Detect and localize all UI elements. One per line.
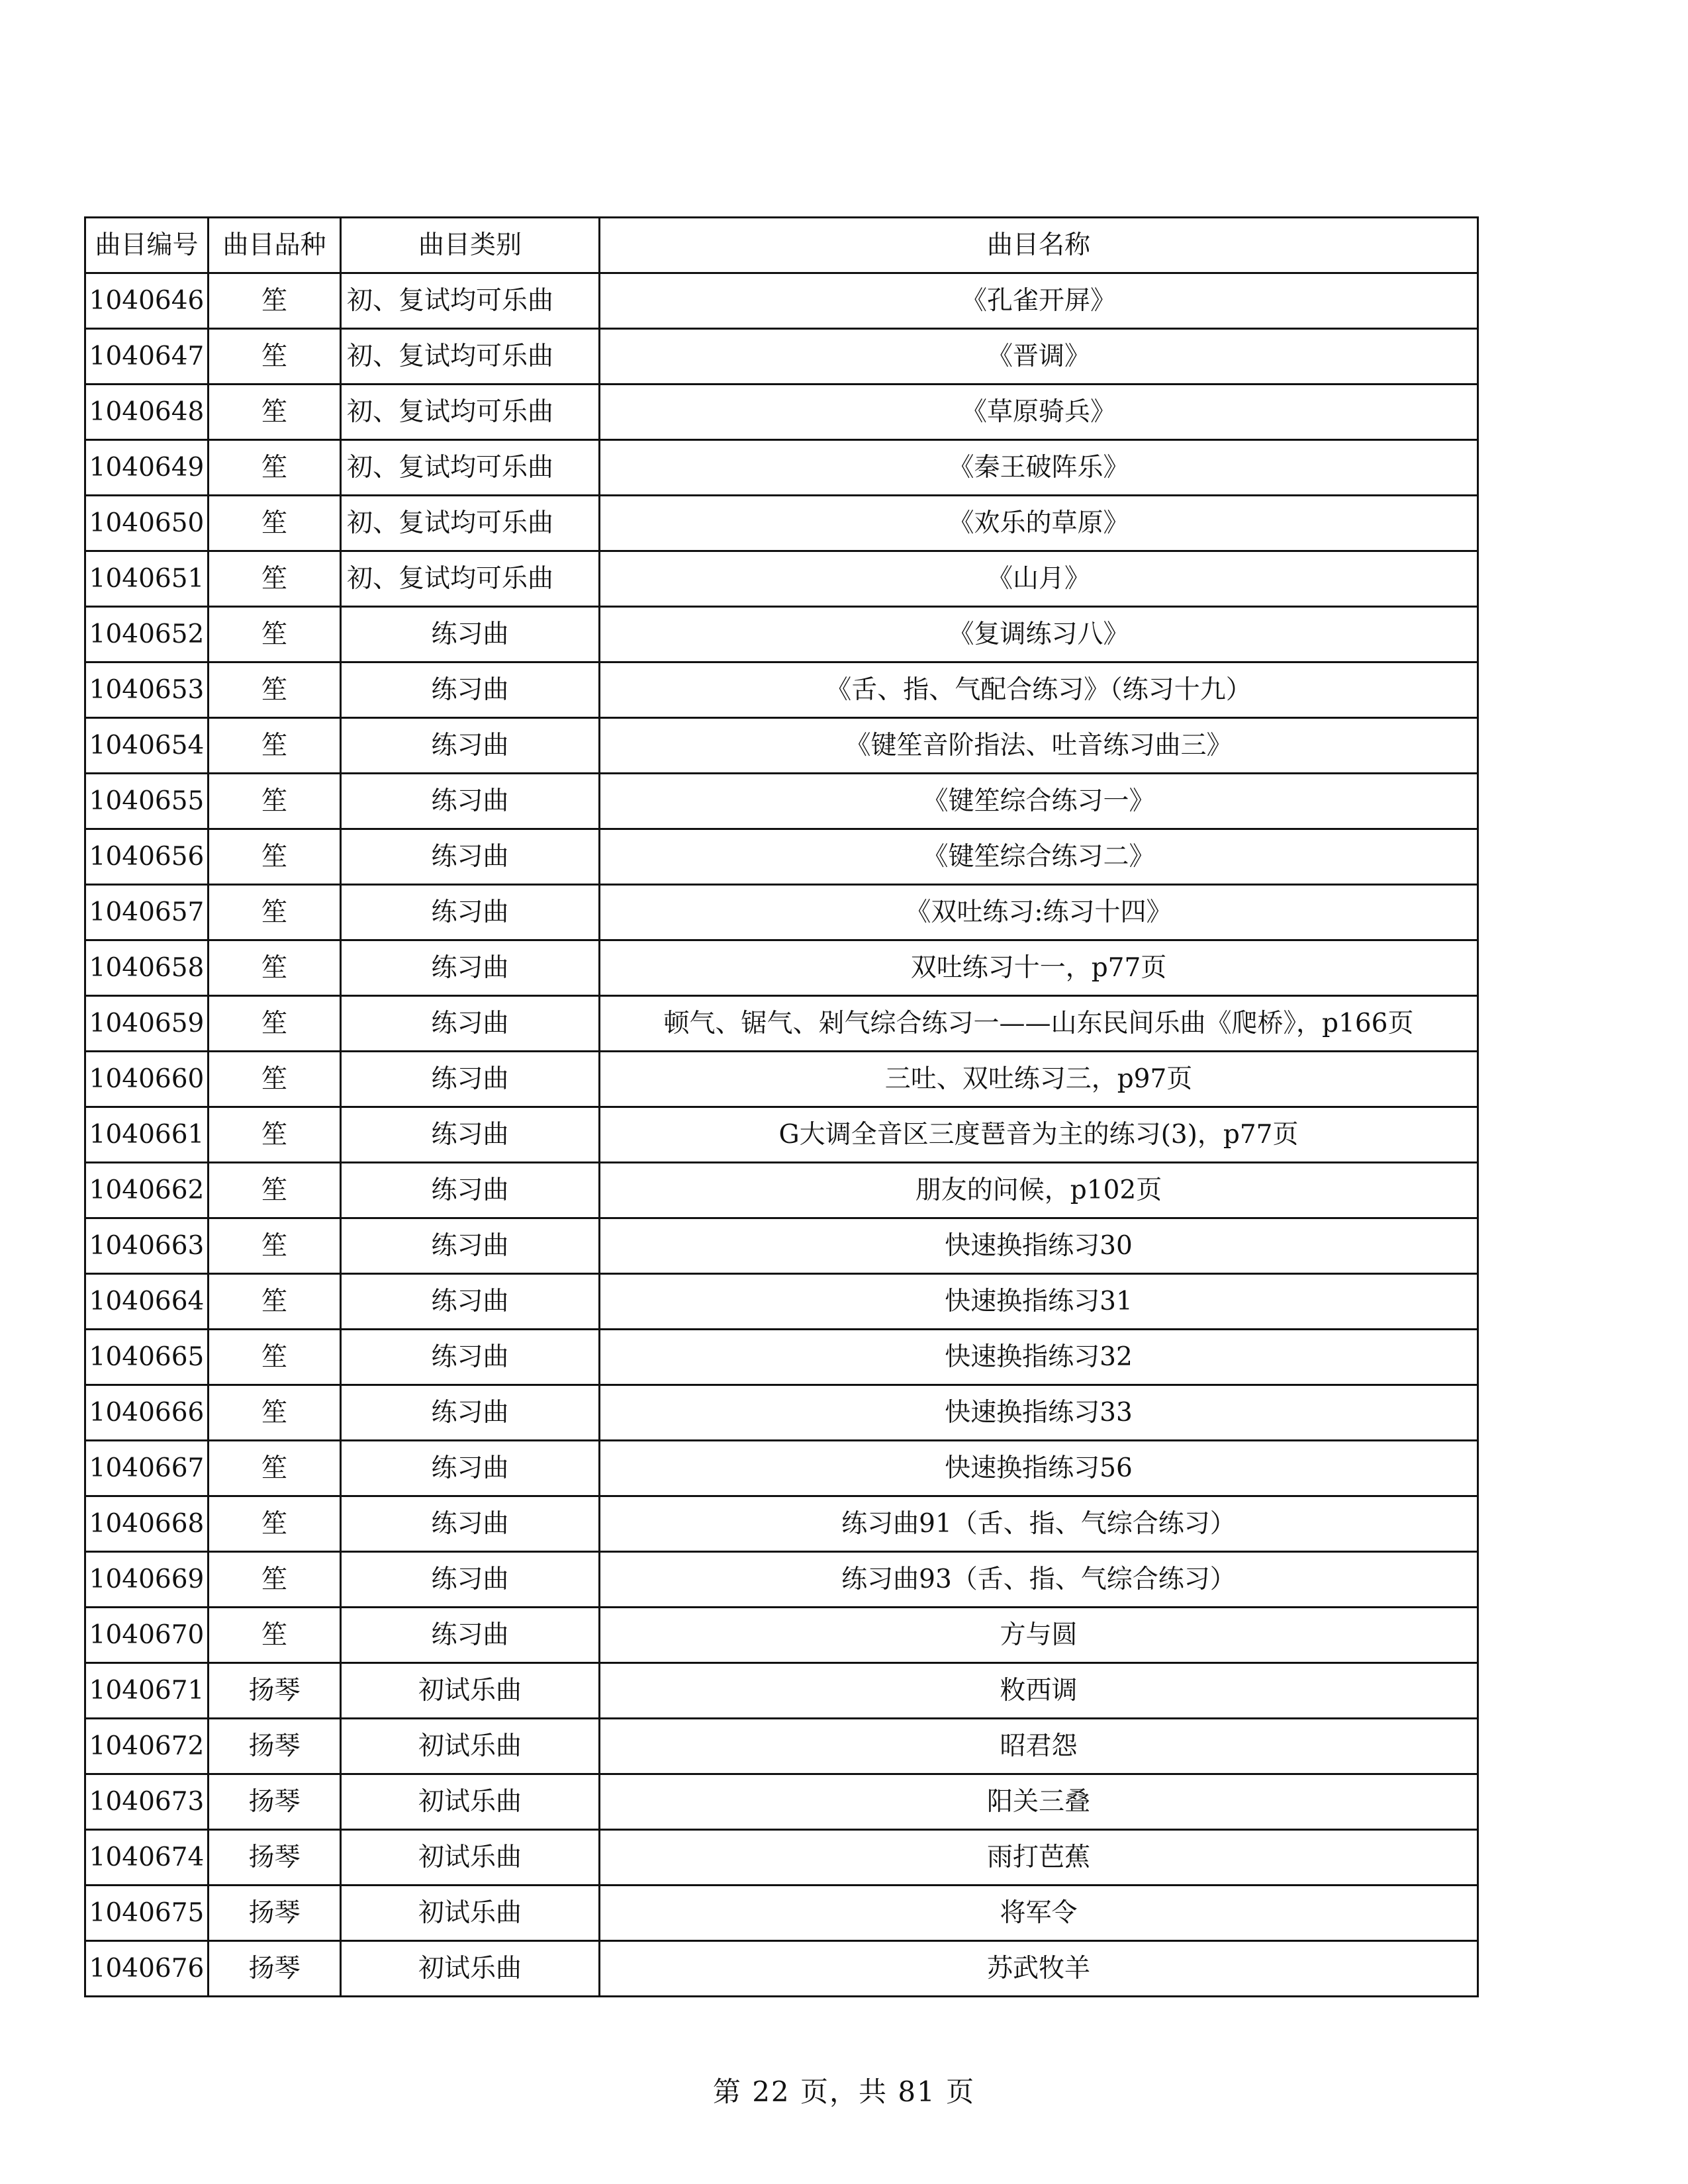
header-instrument: 曲目品种 — [209, 218, 341, 273]
category-cell: 初、复试均可乐曲 — [341, 385, 600, 440]
instrument-cell: 笙 — [209, 1496, 341, 1552]
table-body — [85, 273, 1478, 1997]
instrument-cell: 笙 — [209, 996, 341, 1052]
title-cell: 三吐、双吐练习三，p97页 — [600, 1052, 1478, 1107]
category-cell: 初、复试均可乐曲 — [341, 440, 600, 496]
header-title: 曲目名称 — [600, 218, 1478, 273]
id-cell: 1040658 — [85, 940, 209, 996]
instrument-cell: 扬琴 — [209, 1886, 341, 1941]
instrument-cell: 扬琴 — [209, 1830, 341, 1886]
title-cell: 快速换指练习32 — [600, 1330, 1478, 1385]
table-row — [85, 385, 1478, 440]
table-row — [85, 1774, 1478, 1830]
title-cell: 雨打芭蕉 — [600, 1830, 1478, 1886]
table-row — [85, 940, 1478, 996]
id-cell: 1040659 — [85, 996, 209, 1052]
title-cell: 《草原骑兵》 — [600, 385, 1478, 440]
title-cell: 《欢乐的草原》 — [600, 496, 1478, 551]
instrument-cell: 扬琴 — [209, 1663, 341, 1719]
id-cell: 1040675 — [85, 1886, 209, 1941]
category-cell: 初试乐曲 — [341, 1719, 600, 1774]
category-cell: 初、复试均可乐曲 — [341, 551, 600, 607]
table-header-row — [85, 218, 1478, 273]
category-cell: 练习曲 — [341, 829, 600, 885]
category-cell: 初、复试均可乐曲 — [341, 273, 600, 329]
instrument-cell: 扬琴 — [209, 1941, 341, 1997]
category-cell: 练习曲 — [341, 1496, 600, 1552]
category-cell: 练习曲 — [341, 718, 600, 774]
table-row — [85, 329, 1478, 385]
id-cell: 1040651 — [85, 551, 209, 607]
title-cell: 快速换指练习33 — [600, 1385, 1478, 1441]
table-row — [85, 551, 1478, 607]
instrument-cell: 笙 — [209, 329, 341, 385]
table-row — [85, 1218, 1478, 1274]
title-cell: 快速换指练习31 — [600, 1274, 1478, 1330]
table-row — [85, 1441, 1478, 1496]
instrument-cell: 笙 — [209, 1274, 341, 1330]
id-cell: 1040666 — [85, 1385, 209, 1441]
category-cell: 练习曲 — [341, 996, 600, 1052]
table-row — [85, 1886, 1478, 1941]
instrument-cell: 笙 — [209, 1052, 341, 1107]
table-row — [85, 1719, 1478, 1774]
table-row — [85, 1163, 1478, 1218]
category-cell: 练习曲 — [341, 885, 600, 940]
table-row — [85, 440, 1478, 496]
title-cell: 苏武牧羊 — [600, 1941, 1478, 1997]
id-cell: 1040672 — [85, 1719, 209, 1774]
table-row — [85, 718, 1478, 774]
instrument-cell: 笙 — [209, 885, 341, 940]
id-cell: 1040654 — [85, 718, 209, 774]
category-cell: 练习曲 — [341, 1608, 600, 1663]
id-cell: 1040656 — [85, 829, 209, 885]
title-cell: 练习曲93（舌、指、气综合练习） — [600, 1552, 1478, 1608]
table-row — [85, 774, 1478, 829]
instrument-cell: 笙 — [209, 940, 341, 996]
table-row — [85, 1496, 1478, 1552]
id-cell: 1040657 — [85, 885, 209, 940]
id-cell: 1040650 — [85, 496, 209, 551]
instrument-cell: 笙 — [209, 1163, 341, 1218]
category-cell: 练习曲 — [341, 1274, 600, 1330]
table-row — [85, 885, 1478, 940]
instrument-cell: 笙 — [209, 1552, 341, 1608]
table-row — [85, 1330, 1478, 1385]
instrument-cell: 笙 — [209, 1107, 341, 1163]
table-row — [85, 1608, 1478, 1663]
title-cell: 阳关三叠 — [600, 1774, 1478, 1830]
category-cell: 练习曲 — [341, 1163, 600, 1218]
instrument-cell: 笙 — [209, 607, 341, 662]
id-cell: 1040660 — [85, 1052, 209, 1107]
id-cell: 1040655 — [85, 774, 209, 829]
category-cell: 初试乐曲 — [341, 1886, 600, 1941]
category-cell: 初、复试均可乐曲 — [341, 496, 600, 551]
title-cell: 敉西调 — [600, 1663, 1478, 1719]
table-row — [85, 607, 1478, 662]
title-cell: 昭君怨 — [600, 1719, 1478, 1774]
table-row — [85, 1552, 1478, 1608]
category-cell: 练习曲 — [341, 1052, 600, 1107]
title-cell: 将军令 — [600, 1886, 1478, 1941]
category-cell: 练习曲 — [341, 1441, 600, 1496]
instrument-cell: 笙 — [209, 496, 341, 551]
title-cell: 方与圆 — [600, 1608, 1478, 1663]
id-cell: 1040663 — [85, 1218, 209, 1274]
title-cell: 快速换指练习30 — [600, 1218, 1478, 1274]
title-cell: 《山月》 — [600, 551, 1478, 607]
title-cell: 《晋调》 — [600, 329, 1478, 385]
table-row — [85, 1941, 1478, 1997]
id-cell: 1040664 — [85, 1274, 209, 1330]
title-cell: 双吐练习十一，p77页 — [600, 940, 1478, 996]
title-cell: 《秦王破阵乐》 — [600, 440, 1478, 496]
title-cell: 《键笙综合练习二》 — [600, 829, 1478, 885]
instrument-cell: 笙 — [209, 385, 341, 440]
id-cell: 1040674 — [85, 1830, 209, 1886]
category-cell: 练习曲 — [341, 607, 600, 662]
title-cell: 《舌、指、气配合练习》（练习十九） — [600, 662, 1478, 718]
table-row — [85, 1274, 1478, 1330]
instrument-cell: 笙 — [209, 440, 341, 496]
title-cell: 《孔雀开屏》 — [600, 273, 1478, 329]
table-row — [85, 1830, 1478, 1886]
title-cell: 《双吐练习:练习十四》 — [600, 885, 1478, 940]
table-row — [85, 1663, 1478, 1719]
title-cell: 《复调练习八》 — [600, 607, 1478, 662]
id-cell: 1040668 — [85, 1496, 209, 1552]
instrument-cell: 笙 — [209, 551, 341, 607]
title-cell: 《键笙音阶指法、吐音练习曲三》 — [600, 718, 1478, 774]
category-cell: 练习曲 — [341, 1552, 600, 1608]
page-footer: 第 22 页，共 81 页 — [712, 2075, 976, 2108]
table-row — [85, 496, 1478, 551]
id-cell: 1040670 — [85, 1608, 209, 1663]
header-id: 曲目编号 — [85, 218, 209, 273]
category-cell: 练习曲 — [341, 940, 600, 996]
id-cell: 1040671 — [85, 1663, 209, 1719]
instrument-cell: 笙 — [209, 1218, 341, 1274]
instrument-cell: 笙 — [209, 718, 341, 774]
instrument-cell: 笙 — [209, 1441, 341, 1496]
title-cell: 《键笙综合练习一》 — [600, 774, 1478, 829]
instrument-cell: 笙 — [209, 662, 341, 718]
title-cell: 朋友的问候，p102页 — [600, 1163, 1478, 1218]
category-cell: 初试乐曲 — [341, 1941, 600, 1997]
instrument-cell: 笙 — [209, 273, 341, 329]
id-cell: 1040673 — [85, 1774, 209, 1830]
id-cell: 1040649 — [85, 440, 209, 496]
id-cell: 1040667 — [85, 1441, 209, 1496]
category-cell: 练习曲 — [341, 662, 600, 718]
id-cell: 1040676 — [85, 1941, 209, 1997]
instrument-cell: 笙 — [209, 1608, 341, 1663]
id-cell: 1040665 — [85, 1330, 209, 1385]
repertoire-table — [84, 216, 1479, 1997]
category-cell: 初、复试均可乐曲 — [341, 329, 600, 385]
instrument-cell: 笙 — [209, 774, 341, 829]
id-cell: 1040661 — [85, 1107, 209, 1163]
table-row — [85, 273, 1478, 329]
id-cell: 1040662 — [85, 1163, 209, 1218]
instrument-cell: 笙 — [209, 829, 341, 885]
id-cell: 1040652 — [85, 607, 209, 662]
category-cell: 练习曲 — [341, 1330, 600, 1385]
category-cell: 初试乐曲 — [341, 1663, 600, 1719]
table-row — [85, 1385, 1478, 1441]
instrument-cell: 扬琴 — [209, 1719, 341, 1774]
id-cell: 1040647 — [85, 329, 209, 385]
category-cell: 初试乐曲 — [341, 1774, 600, 1830]
id-cell: 1040648 — [85, 385, 209, 440]
title-cell: 快速换指练习56 — [600, 1441, 1478, 1496]
category-cell: 初试乐曲 — [341, 1830, 600, 1886]
id-cell: 1040653 — [85, 662, 209, 718]
instrument-cell: 笙 — [209, 1385, 341, 1441]
table-row — [85, 662, 1478, 718]
title-cell: G大调全音区三度琶音为主的练习(3)，p77页 — [600, 1107, 1478, 1163]
category-cell: 练习曲 — [341, 1218, 600, 1274]
category-cell: 练习曲 — [341, 774, 600, 829]
header-category: 曲目类别 — [341, 218, 600, 273]
title-cell: 练习曲91（舌、指、气综合练习） — [600, 1496, 1478, 1552]
table-row — [85, 996, 1478, 1052]
table-row — [85, 1052, 1478, 1107]
category-cell: 练习曲 — [341, 1385, 600, 1441]
id-cell: 1040646 — [85, 273, 209, 329]
title-cell: 顿气、锯气、剁气综合练习一——山东民间乐曲《爬桥》，p166页 — [600, 996, 1478, 1052]
instrument-cell: 笙 — [209, 1330, 341, 1385]
id-cell: 1040669 — [85, 1552, 209, 1608]
table-row — [85, 829, 1478, 885]
instrument-cell: 扬琴 — [209, 1774, 341, 1830]
category-cell: 练习曲 — [341, 1107, 600, 1163]
table-row — [85, 1107, 1478, 1163]
